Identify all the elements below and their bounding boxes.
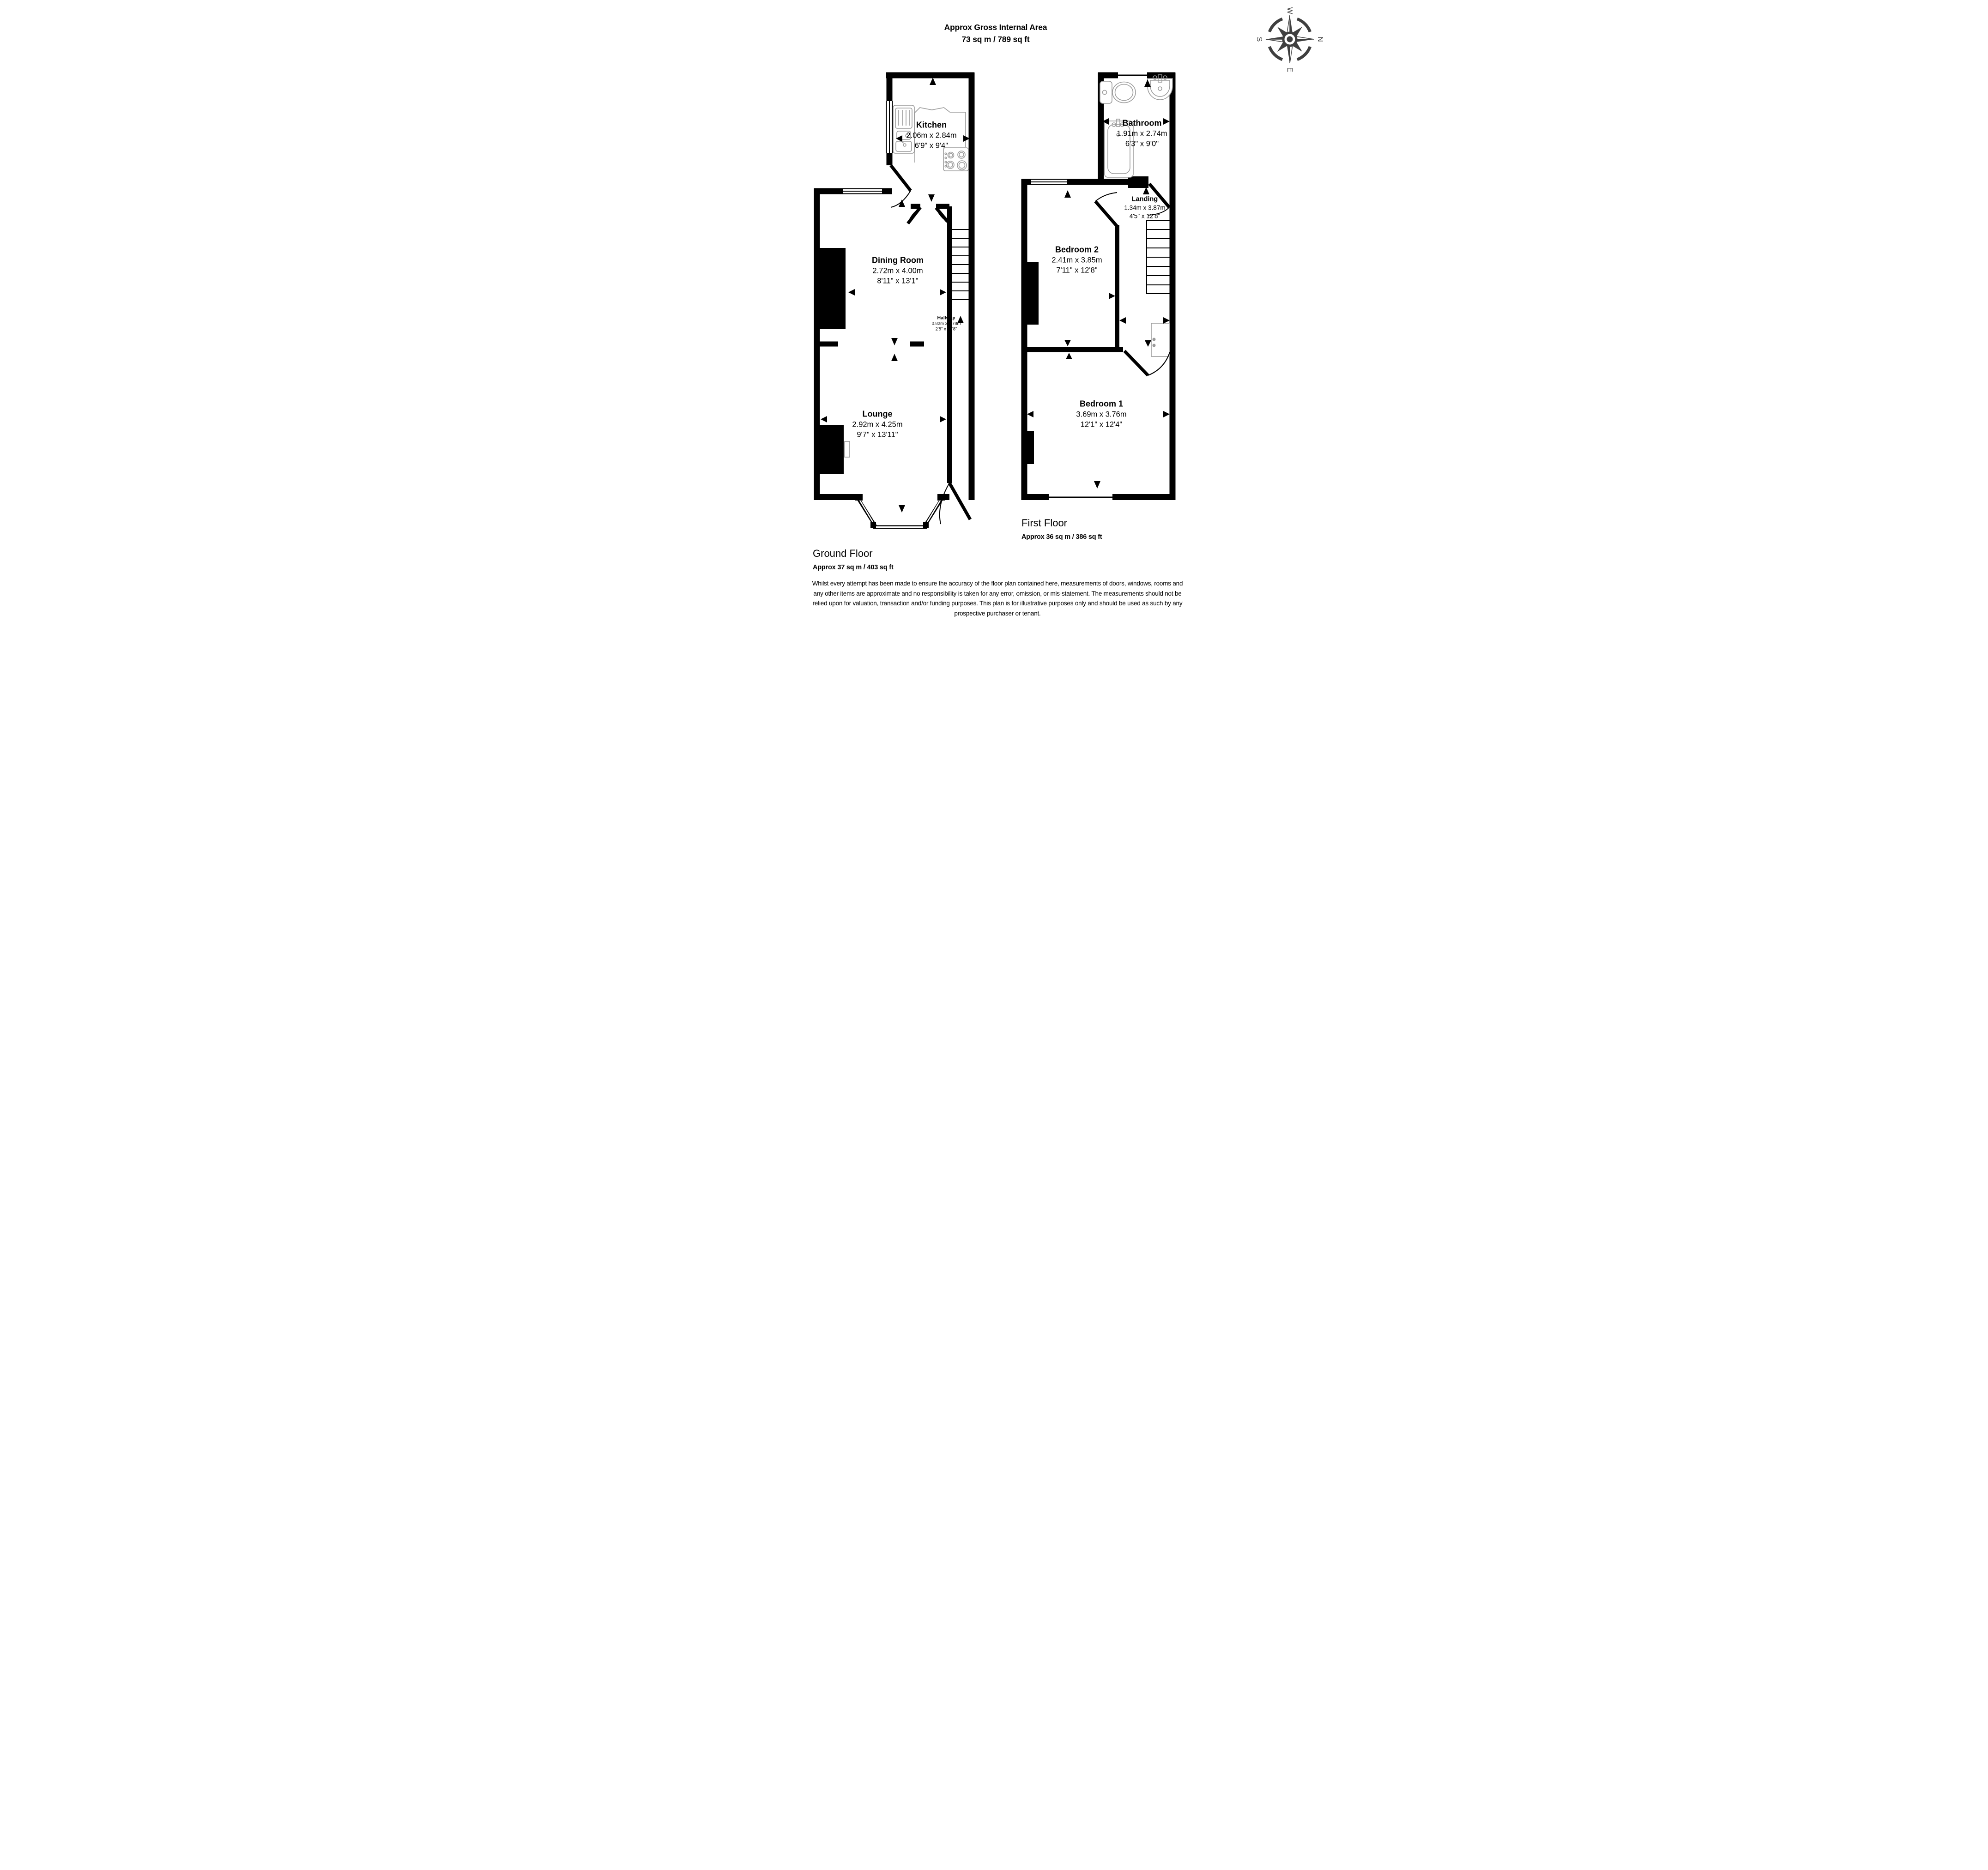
stairs xyxy=(951,229,970,300)
room-dims-imperial: 7'11" x 12'8" xyxy=(1056,265,1098,274)
room-label-kitchen xyxy=(906,120,956,151)
room-label-hallway xyxy=(932,315,961,332)
measure-arrow xyxy=(821,416,827,422)
door xyxy=(891,165,970,524)
measure-arrow xyxy=(1066,353,1072,359)
compass-west-label: W xyxy=(1286,7,1293,14)
toilet xyxy=(1100,81,1136,103)
measure-arrow xyxy=(1064,190,1071,198)
compass-south-label: S xyxy=(1255,36,1263,42)
measure-arrow xyxy=(1109,293,1115,299)
room-label-dining-room xyxy=(872,255,924,286)
disclaimer-line: Whilst every attempt has been made to ensure the accuracy of the floor plan contained here, measurements of doors, windows, rooms and xyxy=(812,580,1183,587)
room-name: Bathroom xyxy=(1122,118,1162,128)
disclaimer-line: any other items are approximate and no responsibility is taken for any error, omission, or mis-statement. The measurements should not be xyxy=(813,590,1182,597)
measure-arrow xyxy=(940,289,946,296)
hob xyxy=(943,148,968,171)
room-label-lounge xyxy=(852,409,902,440)
room-name: Kitchen xyxy=(916,120,947,130)
room-dims-metric: 2.41m x 3.85m xyxy=(1051,256,1102,265)
room-dims-metric: 2.92m x 4.25m xyxy=(852,420,903,429)
room-dims-metric: 0.82m x 4.78m xyxy=(931,321,961,326)
measure-arrow xyxy=(940,416,946,422)
floor-name: Ground Floor xyxy=(813,548,873,559)
floorplan-page xyxy=(663,0,1325,623)
room-dims-imperial: 4'5" x 12'8" xyxy=(1129,212,1160,220)
chimney-breast xyxy=(1021,262,1039,325)
room-dims-imperial: 6'9" x 9'4" xyxy=(914,141,949,150)
washbasin xyxy=(1148,75,1172,100)
measure-arrow xyxy=(891,338,898,345)
chimney-breast xyxy=(1021,431,1034,464)
window xyxy=(1031,180,1067,185)
room-name: Lounge xyxy=(862,409,893,419)
compass-east-label: E xyxy=(1286,67,1293,72)
measure-arrow xyxy=(899,505,905,513)
compass-north-label: N xyxy=(1316,36,1324,42)
floor-name: First Floor xyxy=(1021,517,1067,529)
room-dims-imperial: 8'11" x 13'1" xyxy=(877,276,918,285)
measure-arrow xyxy=(848,289,855,296)
floorplan-drawing xyxy=(663,0,1325,623)
measure-arrow xyxy=(1163,317,1170,324)
measure-arrow xyxy=(1119,317,1126,324)
room-dims-metric: 1.34m x 3.87m xyxy=(1124,204,1166,211)
room-name: Dining Room xyxy=(872,255,924,265)
stairs xyxy=(1147,221,1171,294)
page-title: Approx Gross Internal Area xyxy=(944,22,1047,32)
room-dims-metric: 2.06m x 2.84m xyxy=(906,131,957,140)
chimney-breast xyxy=(814,248,846,329)
measure-arrow xyxy=(930,78,936,85)
room-label-landing xyxy=(1124,195,1165,221)
first-floor-label xyxy=(1021,517,1102,541)
measure-arrow xyxy=(1143,187,1149,194)
room-dims-metric: 1.91m x 2.74m xyxy=(1117,129,1167,138)
room-dims-imperial: 9'7" x 13'11" xyxy=(857,430,898,439)
floor-area: Approx 36 sq m / 386 sq ft xyxy=(1021,533,1102,541)
window xyxy=(887,101,893,153)
room-label-bedroom-1 xyxy=(1076,398,1126,429)
disclaimer-line: prospective purchaser or tenant. xyxy=(954,609,1041,617)
room-dims-imperial: 12'1" x 12'4" xyxy=(1080,420,1123,428)
ground-floor-label xyxy=(813,548,894,571)
measure-arrow xyxy=(891,354,898,361)
plan-header xyxy=(944,21,1047,46)
window xyxy=(843,189,882,194)
room-name: Landing xyxy=(1131,195,1158,203)
room-name: Bedroom 2 xyxy=(1055,245,1099,254)
measure-arrow xyxy=(1027,411,1033,417)
room-label-bathroom xyxy=(1117,118,1167,149)
measure-arrow xyxy=(1163,411,1170,417)
bay-window xyxy=(855,494,945,528)
room-dims-imperial: 2'8" x 15'8" xyxy=(935,326,957,332)
room-name: Hallway xyxy=(937,315,955,321)
measure-arrow xyxy=(928,194,935,202)
room-label-bedroom-2 xyxy=(1051,244,1102,275)
gross-area-value: 73 sq m / 789 sq ft xyxy=(961,35,1030,44)
measure-arrow xyxy=(1064,340,1071,346)
fireplace xyxy=(845,441,850,457)
measure-arrow xyxy=(1145,340,1151,347)
room-name: Bedroom 1 xyxy=(1079,399,1124,409)
room-dims-imperial: 6'3" x 9'0" xyxy=(1125,139,1159,148)
cylinder xyxy=(1151,323,1170,356)
disclaimer-line: relied upon for valuation, transaction and/or funding purposes. This plan is for illustrative purposes only and should be used as such by any xyxy=(812,600,1183,607)
room-dims-metric: 2.72m x 4.00m xyxy=(872,266,923,275)
measure-arrow xyxy=(1094,481,1100,489)
disclaimer-text xyxy=(753,579,1242,618)
floor-area: Approx 37 sq m / 403 sq ft xyxy=(813,564,894,571)
compass-rose-icon xyxy=(1255,7,1324,72)
chimney-breast xyxy=(814,425,844,474)
room-dims-metric: 3.69m x 3.76m xyxy=(1076,410,1127,419)
